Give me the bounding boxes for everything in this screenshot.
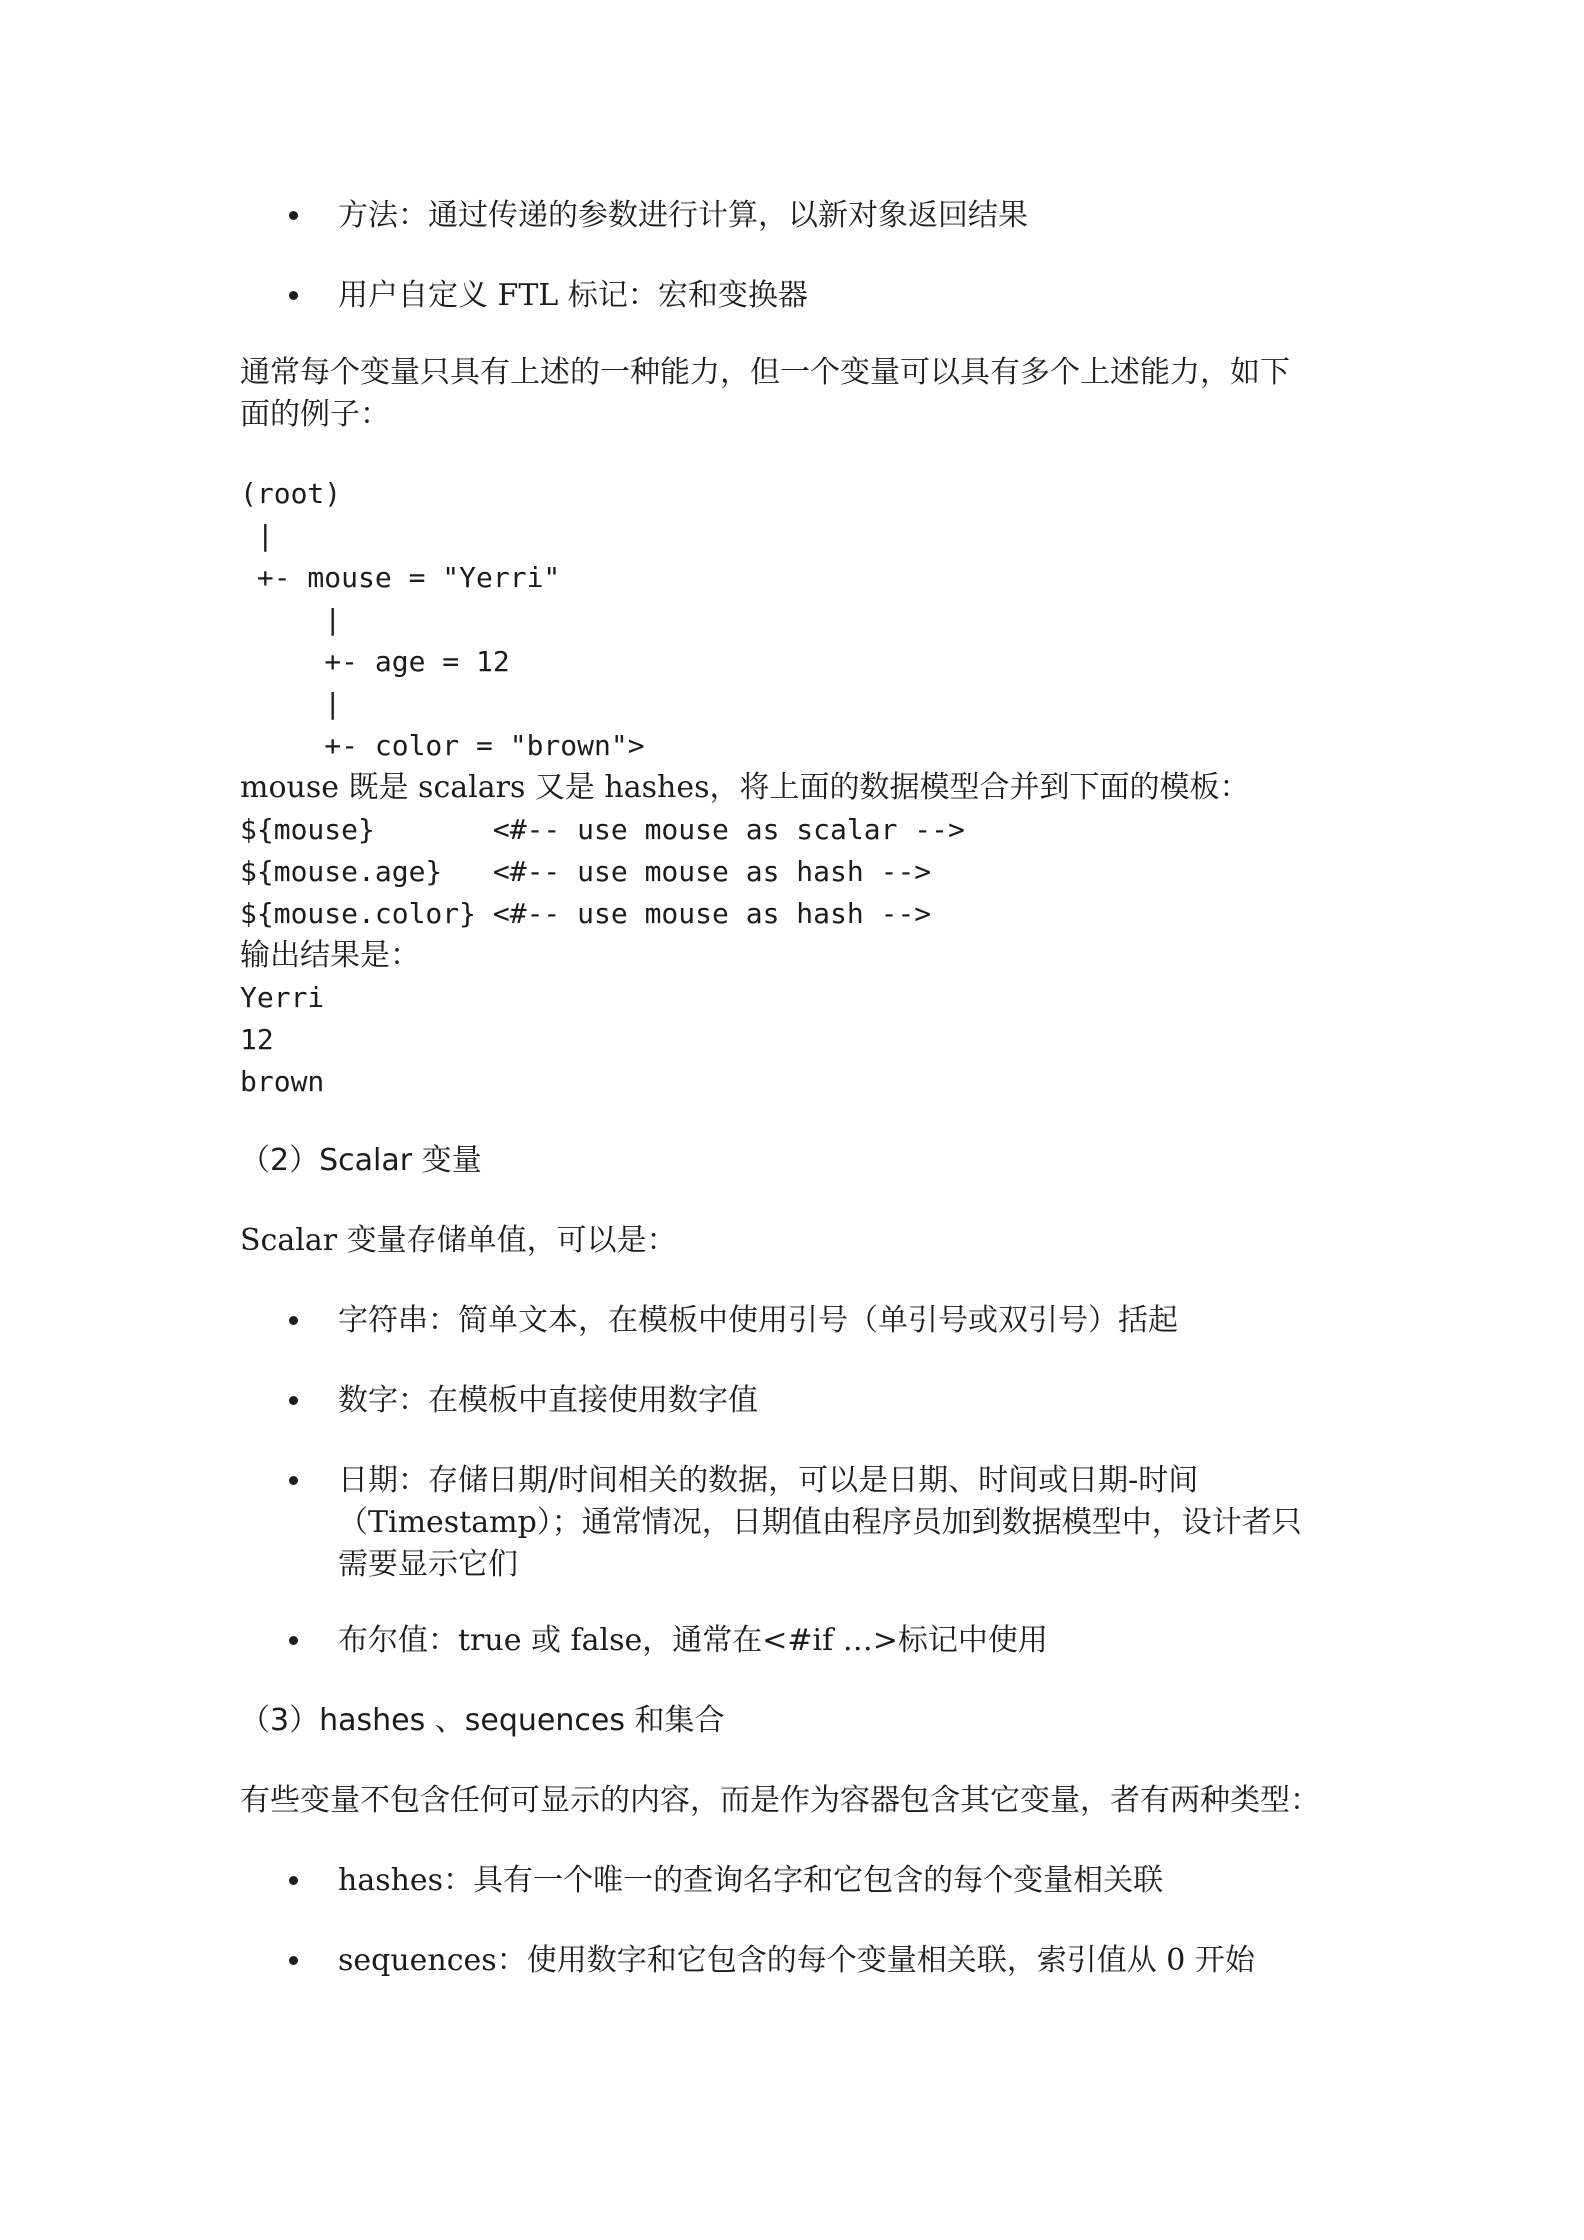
bullet-marker <box>289 1396 298 1405</box>
bullet-text: 数字：在模板中直接使用数字值 <box>338 1383 758 1418</box>
code-line: +- mouse = "Yerri" <box>240 561 561 594</box>
code-line: (root) <box>240 477 342 510</box>
bullet-text: 用户自定义 FTL 标记：宏和变换器 <box>338 278 808 313</box>
code-line: ${mouse} <#-- use mouse as scalar --> <box>240 813 965 846</box>
bullet-marker <box>289 1316 298 1325</box>
bullet-text: 日期：存储日期/时间相关的数据，可以是日期、时间或日期-时间 <box>338 1463 1199 1498</box>
code-line: +- age = 12 <box>240 645 510 678</box>
code-line: ${mouse.color} <#-- use mouse as hash --> <box>240 897 932 930</box>
code-line: +- color = "brown"> <box>240 729 645 762</box>
bullet-marker <box>289 291 298 300</box>
code-line: Yerri <box>240 981 325 1014</box>
bullet-text: 字符串：简单文本，在模板中使用引号（单引号或双引号）括起 <box>338 1303 1178 1338</box>
paragraph-line: Scalar 变量存储单值，可以是： <box>240 1223 677 1258</box>
section-heading: （3）hashes 、sequences 和集合 <box>240 1703 725 1738</box>
bullet-text: 布尔值：true 或 false，通常在<#if …>标记中使用 <box>338 1623 1048 1658</box>
bullet-text: sequences：使用数字和它包含的每个变量相关联，索引值从 0 开始 <box>338 1943 1255 1978</box>
bullet-marker <box>289 211 298 220</box>
paragraph-line: 面的例子： <box>240 397 390 432</box>
code-line: 12 <box>240 1023 274 1056</box>
paragraph-line: 输出结果是： <box>240 938 420 973</box>
bullet-marker <box>289 1876 298 1885</box>
paragraph-line: mouse 既是 scalars 又是 hashes，将上面的数据模型合并到下面的模板： <box>240 770 1250 805</box>
bullet-marker <box>289 1636 298 1645</box>
bullet-text: 方法：通过传递的参数进行计算，以新对象返回结果 <box>338 198 1028 233</box>
paragraph-line: 有些变量不包含任何可显示的内容，而是作为容器包含其它变量，者有两种类型： <box>240 1783 1320 1818</box>
paragraph-line: 通常每个变量只具有上述的一种能力，但一个变量可以具有多个上述能力，如下 <box>240 355 1290 390</box>
code-line: | <box>240 687 342 720</box>
code-line: | <box>240 519 274 552</box>
section-heading: （2）Scalar 变量 <box>240 1143 482 1178</box>
bullet-marker <box>289 1956 298 1965</box>
bullet-marker <box>289 1476 298 1485</box>
bullet-text: （Timestamp）；通常情况，日期值由程序员加到数据模型中，设计者只 <box>338 1505 1302 1540</box>
bullet-text: 需要显示它们 <box>338 1547 518 1582</box>
code-line: brown <box>240 1065 325 1098</box>
code-line: | <box>240 603 342 636</box>
bullet-text: hashes：具有一个唯一的查询名字和它包含的每个变量相关联 <box>338 1863 1164 1898</box>
code-line: ${mouse.age} <#-- use mouse as hash --> <box>240 855 932 888</box>
